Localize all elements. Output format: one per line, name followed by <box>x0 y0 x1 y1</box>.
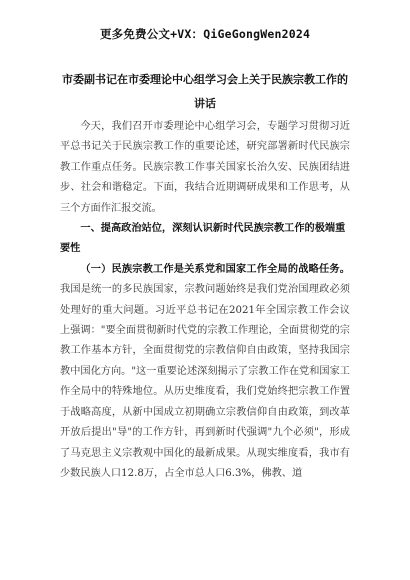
document-title: 市委副书记在市委理论中心组学习会上关于民族宗教工作的讲话 <box>62 73 348 110</box>
document-body <box>60 117 350 484</box>
subsection-heading: （一）民族宗教工作是关系党和国家工作全局的战略任务。 <box>80 263 350 275</box>
watermark-text: 更多免费公文+VX：QiGeGongWen2024 <box>99 27 311 41</box>
subsection-body: 我国是统一的多民族国家，宗教问题始终是我们党治国理政必须处理好的重大问题。习近平总书记在2021年全国宗教工作会议上强调："要全面贯彻新时代党的宗教工作理论，全面贯彻党的宗教工作基本方针，全面贯彻党的宗教信仰自由政策，坚持我国宗教中国化方向。"这一重要论述深刻揭示了宗教工作在党和国家工作全局中的特殊地位。从历史维度看，我们党始终把宗教工作置于战略高度，从新中国成立初期确立宗教信仰自由政策，到改革开放后提出"导"的工作方针，再到新时代强调"九个必须"，形成了马克思主义宗教观中国化的最新成果。从现实维度看，我市有少数民族人口12.8万，占全市总人口6.3%，佛教、道 <box>60 284 350 479</box>
intro-paragraph: 今天，我们召开市委理论中心组学习会，专题学习贯彻习近平总书记关于民族宗教工作的重要论述，研究部署新时代民族宗教工作重点任务。民族宗教工作事关国家长治久安、民族团结进步、社会和谐稳定。下面，我结合近期调研成果和工作思考，从三个方面作汇报交流。 <box>60 121 350 214</box>
section-heading: 一、提高政治站位，深刻认识新时代民族宗教工作的极端重要性 <box>60 223 346 255</box>
subsection-paragraph <box>60 260 350 484</box>
